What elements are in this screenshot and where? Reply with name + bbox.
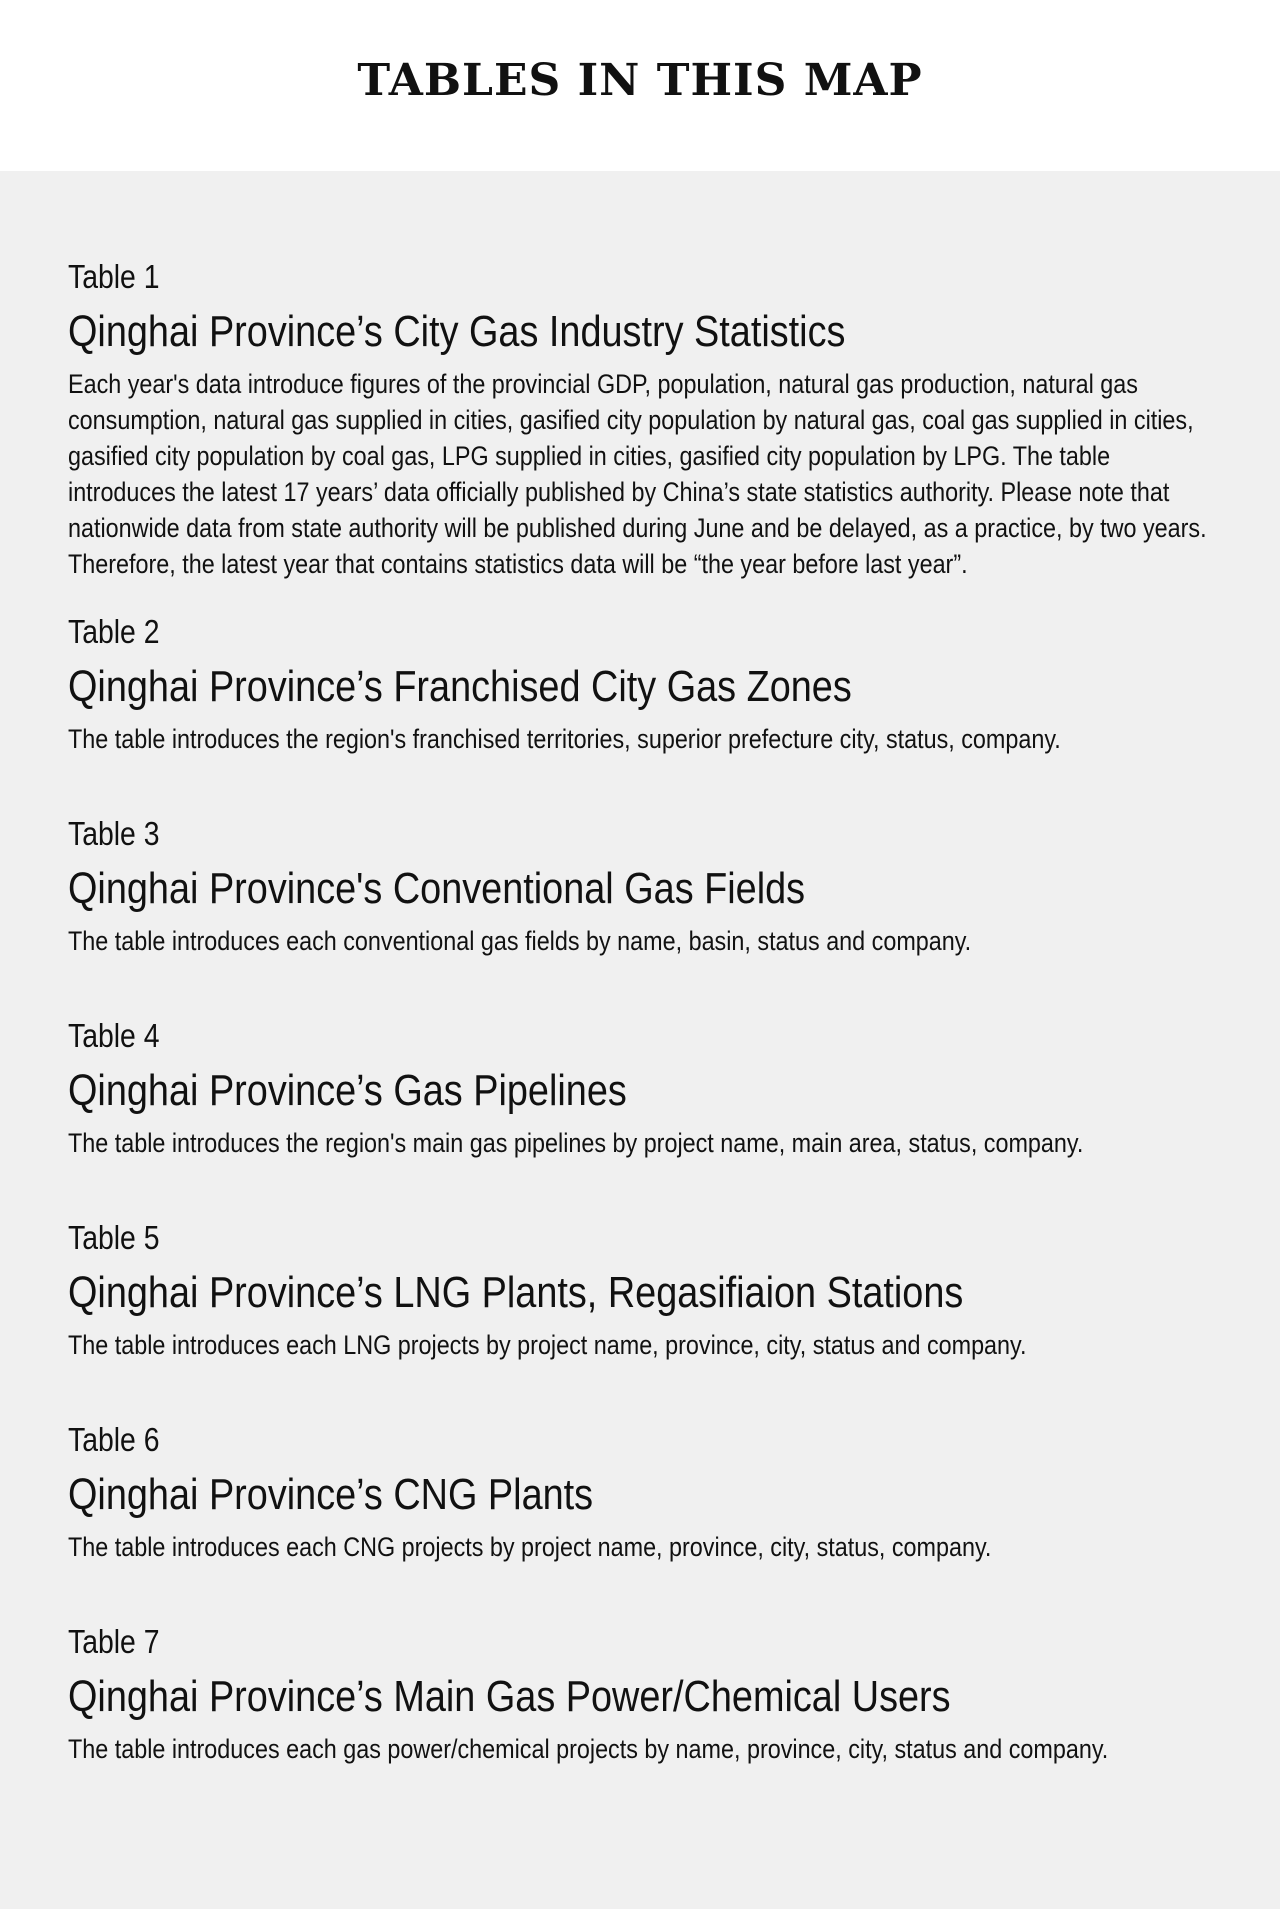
table-number: Table 1 — [68, 258, 160, 295]
table-entry-5 — [68, 1218, 1212, 1363]
table-entry-6 — [68, 1420, 1212, 1565]
table-description: The table introduces the region's main gas pipelines by project name, main area, status, company. — [68, 1128, 1084, 1158]
table-entry-4 — [68, 1016, 1212, 1161]
table-entry-1 — [68, 257, 1212, 582]
table-description: The table introduces each gas power/chemical projects by name, province, city, status and company. — [68, 1734, 1109, 1764]
table-number: Table 5 — [68, 1219, 160, 1256]
table-description: The table introduces each CNG projects by project name, province, city, status, company. — [68, 1532, 992, 1562]
table-number: Table 6 — [68, 1421, 160, 1458]
table-title: Qinghai Province’s City Gas Industry Statistics — [68, 307, 846, 356]
table-title: Qinghai Province's Conventional Gas Fields — [68, 864, 806, 913]
tables-list — [0, 171, 1280, 1767]
table-number: Table 3 — [68, 815, 160, 852]
table-title: Qinghai Province’s Main Gas Power/Chemical Users — [68, 1672, 951, 1721]
table-entry-7 — [68, 1622, 1212, 1767]
table-number: Table 7 — [68, 1623, 160, 1660]
table-title: Qinghai Province’s Gas Pipelines — [68, 1066, 627, 1115]
table-title: Qinghai Province’s LNG Plants, Regasifiaion Stations — [68, 1268, 964, 1317]
table-number: Table 4 — [68, 1017, 160, 1054]
table-number: Table 2 — [68, 613, 160, 650]
table-description: Each year's data introduce figures of the provincial GDP, population, natural gas production, natural gas consumption, natural gas supplied in cities, gasified city population by natural gas, coal gas supplied in cities, gasified city population by coal gas, LPG supplied in cities, gasified city population by LPG. The table introduces the latest 17 years’ data officially published by China’s state statistics authority. Please note that nationwide data from state authority will be published during June and be delayed, as a practice, by two years. Therefore, the latest year that contains statistics data will be “the year before last year”. — [68, 369, 1207, 579]
page-title: TABLES IN THIS MAP — [357, 55, 923, 106]
table-entry-3 — [68, 814, 1212, 959]
table-description: The table introduces each conventional gas fields by name, basin, status and company. — [68, 926, 972, 956]
table-title: Qinghai Province’s Franchised City Gas Zones — [68, 662, 852, 711]
page-header — [0, 0, 1280, 171]
table-title: Qinghai Province’s CNG Plants — [68, 1470, 594, 1519]
table-entry-2 — [68, 612, 1212, 757]
table-description: The table introduces the region's franchised territories, superior prefecture city, status, company. — [68, 724, 1061, 754]
table-description: The table introduces each LNG projects by project name, province, city, status and company. — [68, 1330, 1027, 1360]
